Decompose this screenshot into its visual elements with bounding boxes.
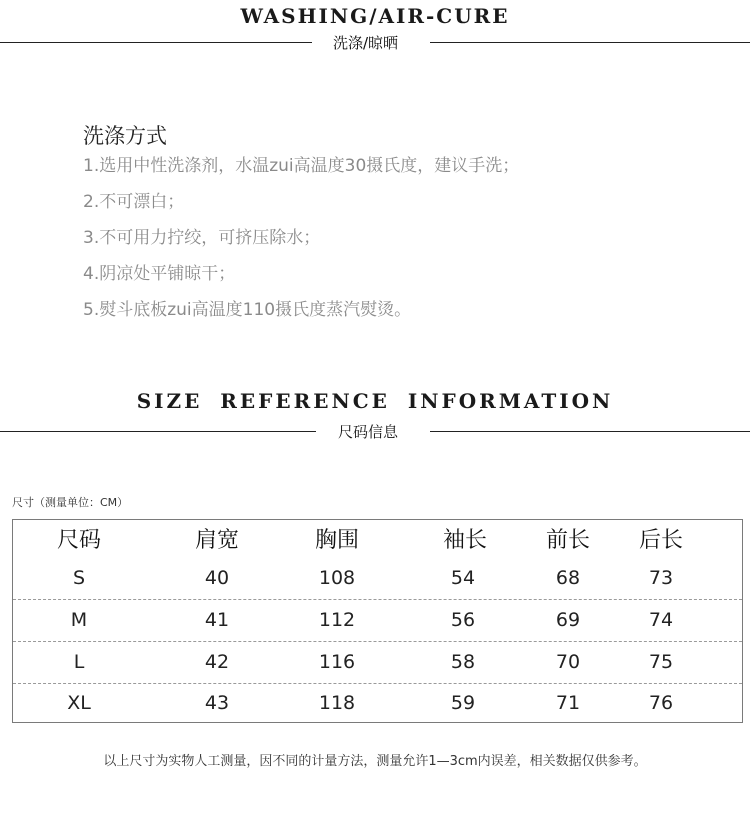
column-header-chest: 胸围: [314, 528, 360, 553]
shoulder-cell: 42: [204, 651, 230, 673]
shoulder-cell: 40: [204, 567, 230, 589]
size-cell: XL: [67, 692, 91, 714]
row-divider: [13, 557, 742, 600]
table-row: [13, 682, 742, 724]
shoulder-cell: 43: [204, 692, 230, 714]
measurement-unit-label: 尺寸（测量单位：CM）: [12, 496, 129, 509]
size-table: [12, 519, 743, 723]
sleeve-cell: 54: [450, 567, 476, 589]
washing-instruction: 4.阴凉处平铺晾干；: [83, 264, 236, 284]
washing-instructions-list: [83, 152, 519, 332]
back-length-cell: 73: [648, 567, 674, 589]
divider-right: [430, 42, 750, 43]
size-title-en: SIZE REFERENCE INFORMATION: [136, 389, 614, 413]
column-header-shoulder: 肩宽: [194, 528, 240, 553]
chest-cell: 118: [318, 692, 356, 714]
column-header-front-length: 前长: [545, 528, 591, 553]
size-cell: L: [73, 651, 85, 673]
front-length-cell: 71: [555, 692, 581, 714]
front-length-cell: 69: [555, 609, 581, 631]
washing-title-en: WASHING/AIR-CURE: [240, 4, 510, 28]
back-length-cell: 76: [648, 692, 674, 714]
row-divider: [13, 641, 742, 684]
size-cell: M: [70, 609, 88, 631]
size-title-cn: 尺码信息: [338, 423, 399, 441]
table-header-row: [13, 520, 742, 562]
front-length-cell: 70: [555, 651, 581, 673]
back-length-cell: 74: [648, 609, 674, 631]
sleeve-cell: 56: [450, 609, 476, 631]
chest-cell: 108: [318, 567, 356, 589]
column-header-back-length: 后长: [638, 528, 684, 553]
washing-method-heading: 洗涤方式: [83, 124, 167, 148]
column-header-sleeve: 袖长: [442, 528, 488, 553]
divider-right: [430, 431, 750, 432]
front-length-cell: 68: [555, 567, 581, 589]
divider-left: [0, 431, 316, 432]
washing-instruction: 2.不可漂白；: [83, 192, 185, 212]
column-header-size: 尺码: [56, 528, 102, 553]
washing-title-cn: 洗涤/晾晒: [333, 34, 399, 52]
shoulder-cell: 41: [204, 609, 230, 631]
divider-left: [0, 42, 312, 43]
chest-cell: 116: [318, 651, 356, 673]
sleeve-cell: 59: [450, 692, 476, 714]
washing-instruction: 1.选用中性洗涤剂，水温zui高温度30摄氏度，建议手洗；: [83, 156, 520, 176]
size-disclaimer-note: 以上尺寸为实物人工测量，因不同的计量方法，测量允许1—3cm内误差，相关数据仅供参考。: [103, 754, 647, 769]
sleeve-cell: 58: [450, 651, 476, 673]
row-divider: [13, 599, 742, 642]
back-length-cell: 75: [648, 651, 674, 673]
size-cell: S: [72, 567, 86, 589]
washing-instruction: 5.熨斗底板zui高温度110摄氏度蒸汽熨烫。: [83, 300, 412, 320]
washing-instruction: 3.不可用力拧绞，可挤压除水；: [83, 228, 321, 248]
chest-cell: 112: [318, 609, 356, 631]
